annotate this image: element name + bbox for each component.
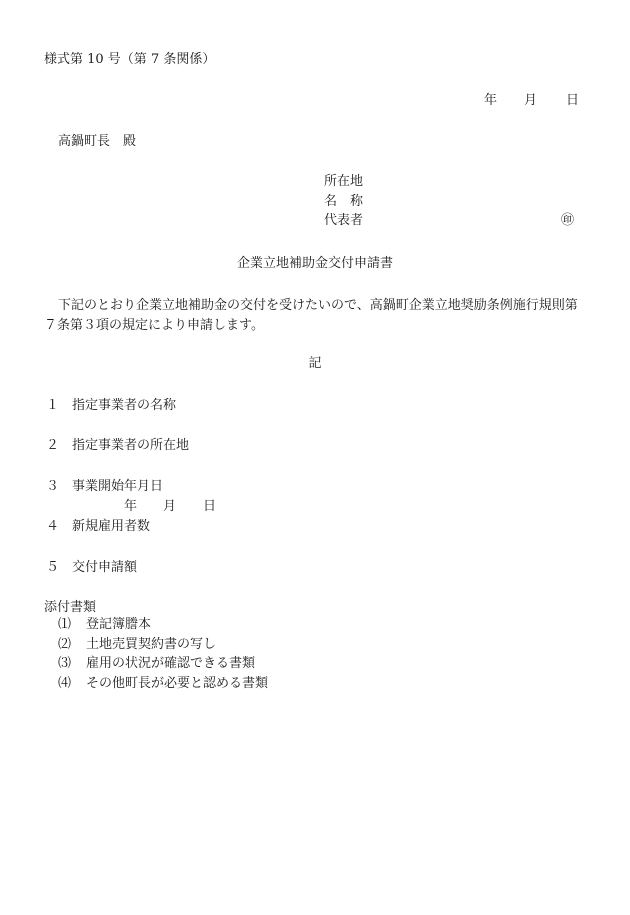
ki-heading: 記: [308, 356, 322, 371]
applicant-address-row: [324, 175, 579, 195]
item-business-start-date: [46, 480, 163, 493]
start-date-year: 年: [124, 499, 138, 514]
attachment-label: 雇用の状況が確認できる書類: [86, 656, 256, 671]
statement-line-1: 下記のとおり企業立地補助金の交付を受けたいので、高鍋町企業立地奨励条例施行規則第: [58, 298, 578, 313]
item-number: ４: [46, 519, 60, 534]
start-date-day: 日: [203, 499, 217, 514]
attachment-item: [44, 618, 444, 638]
attachment-marker: ⑴: [58, 617, 72, 632]
attachments-heading: 添付書類: [44, 600, 97, 615]
application-statement: [44, 296, 594, 336]
item-number: ２: [46, 438, 60, 453]
statement-line-2: ７条第３項の規定により申請します。: [44, 318, 264, 333]
item-number: ３: [46, 479, 60, 494]
item-designated-business-address: [46, 439, 189, 452]
applicant-representative-row: [324, 214, 579, 234]
date-month: 月: [524, 93, 538, 108]
document-title: 企業立地補助金交付申請書: [236, 256, 393, 271]
address-label: 所在地: [324, 174, 364, 189]
name-label: 名 称: [324, 193, 364, 209]
start-date-month: 月: [163, 499, 177, 514]
attachment-marker: ⑶: [58, 656, 72, 671]
item-label: 事業開始年月日: [72, 479, 164, 494]
attachment-item: [44, 677, 444, 697]
item-number: １: [46, 398, 60, 413]
item-label: 指定事業者の所在地: [72, 438, 190, 453]
attachment-label: 土地売買契約書の写し: [86, 636, 217, 652]
attachment-marker: ⑵: [58, 636, 72, 652]
attachment-label: その他町長が必要と認める書類: [86, 675, 269, 691]
applicant-block: [324, 175, 579, 234]
attachment-item: [44, 657, 444, 677]
date-year: 年: [484, 93, 498, 108]
item-number: ５: [46, 560, 60, 575]
item-new-employees: [46, 520, 150, 533]
item-label: 指定事業者の名称: [72, 398, 177, 413]
addressee: 高鍋町長 殿: [58, 134, 137, 149]
applicant-name-row: [324, 195, 579, 215]
item-label: 新規雇用者数: [72, 519, 151, 534]
attachment-marker: ⑷: [58, 675, 72, 691]
representative-label: 代表者: [324, 213, 364, 228]
attachment-item: [44, 638, 444, 658]
attachment-label: 登記簿謄本: [86, 617, 152, 632]
item-designated-business-name: [46, 399, 176, 412]
seal-mark: ㊞: [560, 213, 574, 228]
start-date-fields: [124, 500, 216, 513]
date-day: 日: [566, 93, 580, 108]
attachments-section: [44, 601, 444, 696]
form-number: 様式第 10 号（第 7 条関係）: [44, 52, 216, 67]
item-requested-amount: [46, 561, 137, 574]
item-label: 交付申請額: [72, 560, 138, 575]
submission-date: [484, 94, 579, 107]
